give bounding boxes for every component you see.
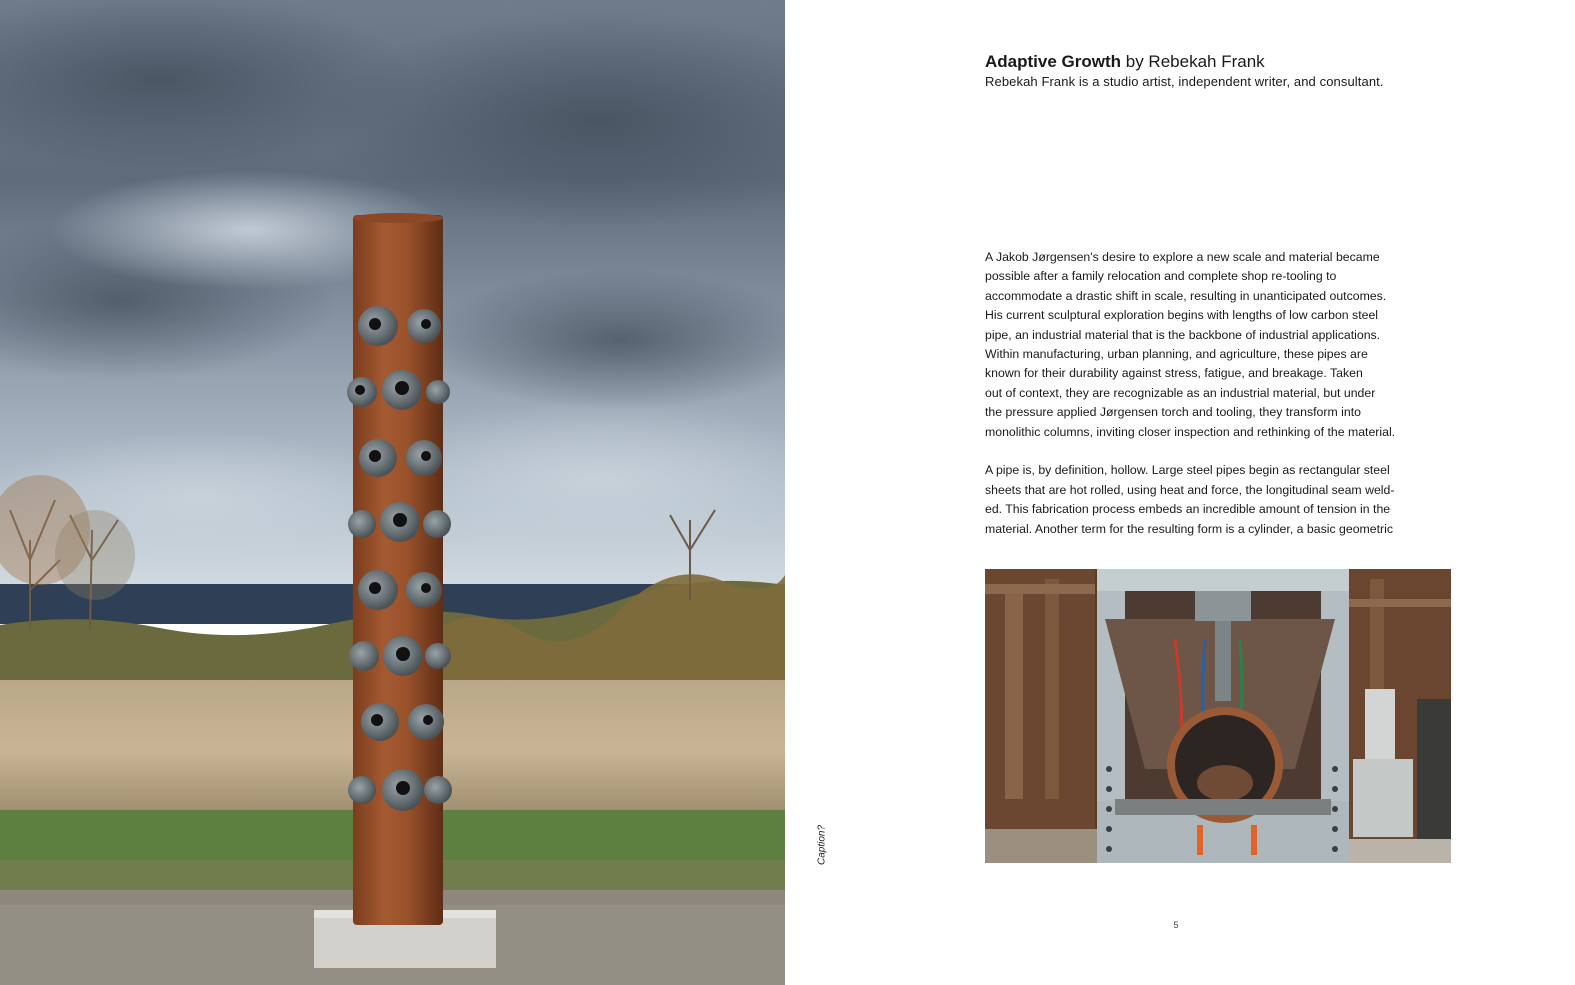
body-line: sheets that are hot rolled, using heat and force, the longitudinal seam weld- [985, 482, 1395, 497]
article-header [985, 52, 1505, 91]
paragraph-spacer [985, 442, 1465, 461]
body-line: His current sculptural exploration begins with lengths of low carbon steel [985, 308, 1379, 323]
body-line: the pressure applied Jørgensen torch and tooling, they transform into [985, 405, 1361, 420]
body-line: known for their durability against stress, fatigue, and breakage. Taken [985, 366, 1363, 381]
body-line: material. Another term for the resulting form is a cylinder, a basic geometric [985, 521, 1394, 536]
body-line: monolithic columns, inviting closer inspection and rethinking of the material. [985, 424, 1396, 439]
body-line: ed. This fabrication process embeds an incredible amount of tension in the [985, 502, 1391, 517]
photo-caption [812, 820, 832, 870]
body-line: possible after a family relocation and complete shop re-tooling to [985, 269, 1337, 284]
caption-text: Caption? [816, 824, 828, 866]
body-line: A pipe is, by definition, hollow. Large steel pipes begin as rectangular steel [985, 463, 1390, 478]
body-line: accommodate a drastic shift in scale, resulting in unanticipated outcomes. [985, 288, 1387, 303]
article-body [985, 248, 1465, 539]
article-title-line [985, 52, 1505, 72]
press-photo [985, 569, 1451, 863]
body-line: Within manufacturing, urban planning, and agriculture, these pipes are [985, 347, 1368, 362]
page-number: 5 [1173, 920, 1179, 930]
article-byline: by Rebekah Frank [1125, 52, 1265, 71]
body-line: out of context, they are recognizable as an industrial material, but under [985, 385, 1376, 400]
body-line: A Jakob Jørgensen's desire to explore a new scale and material became [985, 250, 1380, 264]
paragraph-2 [985, 461, 1465, 539]
article-title: Adaptive Growth [985, 52, 1122, 71]
author-bio: Rebekah Frank is a studio artist, independent writer, and consultant. [985, 74, 1384, 89]
paragraph-1 [985, 248, 1465, 442]
body-line: pipe, an industrial material that is the backbone of industrial applications. [985, 327, 1381, 342]
sculpture-photo [0, 0, 785, 985]
